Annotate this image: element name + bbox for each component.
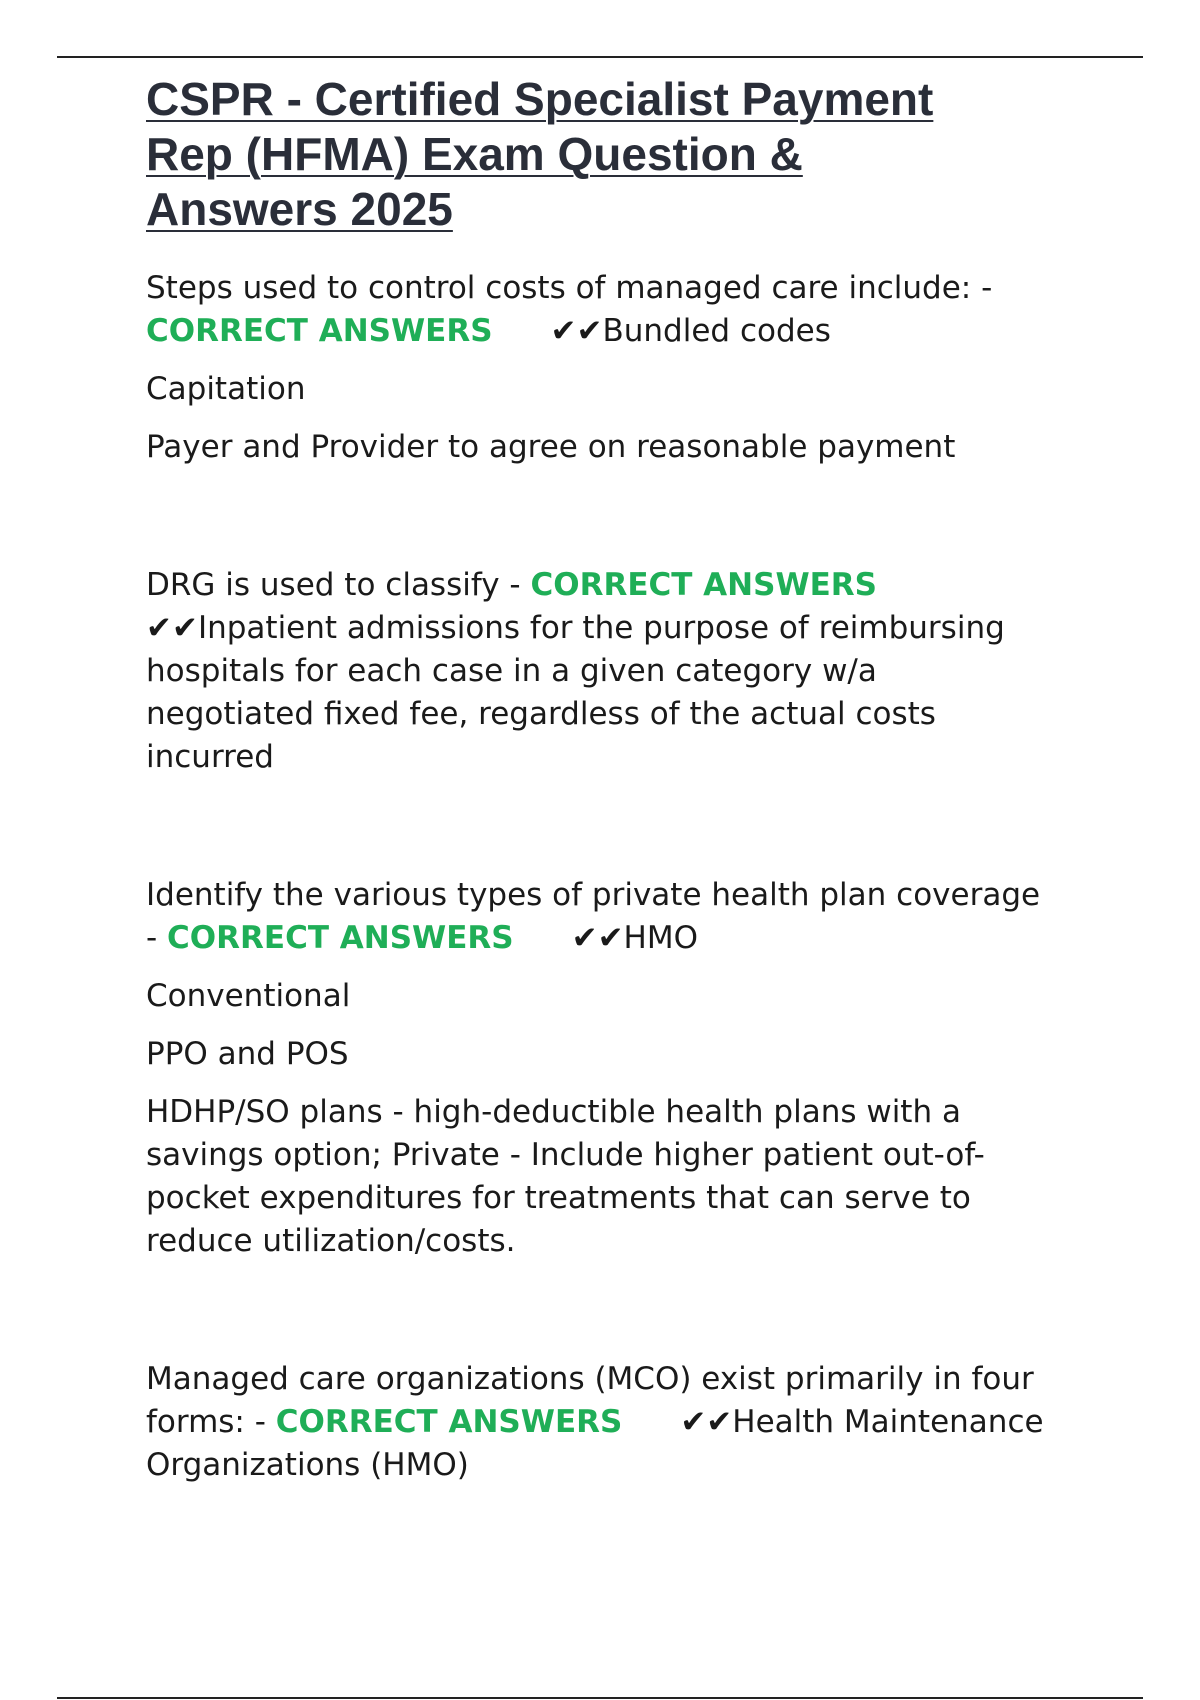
question-3-text: Identify the various types of private health plan coverage [146,877,1041,913]
question-4-prefix: forms: - [146,1404,276,1440]
qa-item-2 [146,564,1086,779]
answer-3-item-4-line-2: savings option; Private - Include higher patient out-of- [146,1137,985,1173]
title-line-3: Answers 2025 [146,183,453,235]
question-2-text: DRG is used to classify - [146,567,531,603]
answer-2-line-3: negotiated fixed fee, regardless of the actual costs [146,696,936,732]
answer-3-item-3: PPO and POS [146,1036,349,1072]
answer-4-first-line [146,1401,1086,1444]
answer-2-line-1 [146,607,1086,650]
question-2-line [146,564,1086,607]
answer-3-item-4-line-3: pocket expenditures for treatments that can serve to [146,1180,971,1216]
answer-1-text: Bundled codes [602,313,831,349]
check-marks: ✔✔ [550,313,603,349]
answer-2-text-1: Inpatient admissions for the purpose of reimbursing [197,610,1005,646]
check-marks: ✔✔ [571,920,624,956]
spacer [146,484,1086,564]
answer-3-item-2: Conventional [146,978,351,1014]
answer-1-first-line [146,310,1086,353]
answer-1-item-3: Payer and Provider to agree on reasonable payment [146,429,956,465]
qa-item-1 [146,267,1086,469]
question-3 [146,874,1086,960]
qa-item-4 [146,1358,1086,1487]
title-line-1: CSPR - Certified Specialist Payment [146,73,934,125]
top-rule [57,56,1143,58]
answer-3-text: HMO [623,920,699,956]
answer-4-line-2: Organizations (HMO) [146,1447,469,1483]
spacer [146,794,1086,874]
question-4 [146,1358,1086,1487]
answer-4-text: Health Maintenance [732,1404,1044,1440]
correct-answers-label: CORRECT ANSWERS [275,1404,623,1440]
answer-3-first-line [146,917,1086,960]
spacer [146,1278,1086,1358]
correct-answers-label: CORRECT ANSWERS [167,920,514,956]
correct-answers-label: CORRECT ANSWERS [530,567,878,603]
answer-2-line-4: incurred [146,739,274,775]
bottom-rule [57,1697,1143,1699]
check-marks: ✔✔ [146,610,198,646]
document-body [146,72,1086,1502]
question-1 [146,267,1086,353]
answer-3-item-4-line-4: reduce utilization/costs. [146,1223,516,1259]
qa-item-3 [146,874,1086,1263]
answer-3-item-4-line-1: HDHP/SO plans - high-deductible health plans with a [146,1094,961,1130]
question-1-text: Steps used to control costs of managed care include: - [146,270,993,306]
question-2 [146,564,1086,779]
question-3-prefix: - [146,920,168,956]
title-line-2: Rep (HFMA) Exam Question & [146,128,803,180]
question-4-text: Managed care organizations (MCO) exist primarily in four [146,1361,1034,1397]
correct-answers-label: CORRECT ANSWERS [146,313,493,349]
document-title [146,72,1086,237]
answer-2-line-2: hospitals for each case in a given category w/a [146,653,877,689]
check-marks: ✔✔ [680,1404,733,1440]
answer-3-item-4 [146,1091,1086,1263]
answer-1-item-2: Capitation [146,371,306,407]
